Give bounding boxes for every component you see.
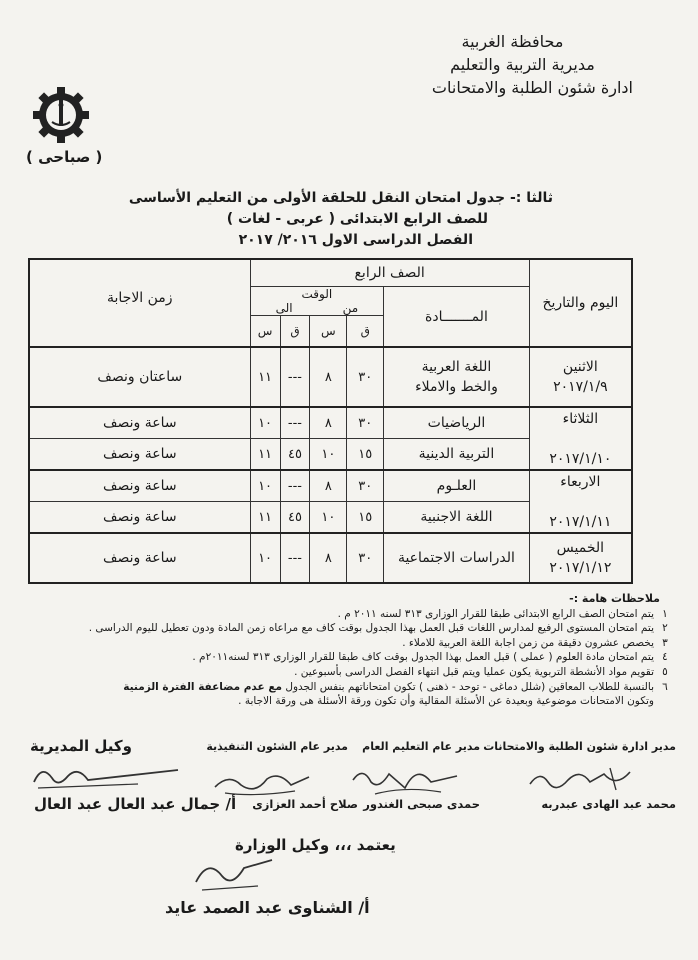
to-hour: ١١ — [250, 347, 280, 407]
subject-name: الدراسات الاجتماعية — [384, 533, 530, 583]
note-text: بالنسبة للطلاب المعاقين (شلل دماغى - توحد - ذهنى ) تكون امتحاناتهم بنفس الجدول — [285, 680, 654, 693]
from-minutes: ١٥ — [347, 502, 384, 534]
note-text-bold: مع عدم مضاعفة الفترة الزمنية — [123, 680, 282, 693]
signature-students-manager — [520, 760, 640, 796]
header-block — [431, 30, 633, 99]
signatory-name: حمدى صبحى الغندور — [363, 797, 480, 811]
note-number: ٣ — [662, 636, 668, 649]
day-date: ٢٠١٧/١/٩ — [553, 379, 608, 395]
directorate-label: مديرية التربية والتعليم — [450, 55, 595, 74]
exam-schedule-table — [28, 258, 633, 584]
note-text: يتم امتحان المستوى الرفيع لمدارس اللغات قبل العمل بهذا الجدول بوقت كاف مع مراعاه زمن المادة ودون تعطيل لليوم الدراسى . — [88, 622, 654, 635]
to-minutes: ٤٥ — [280, 502, 310, 534]
from-hour: ١٠ — [310, 439, 347, 471]
duration: ساعة ونصف — [29, 439, 250, 471]
undersecretary-name: أ/ الشناوى عبد الصمد عايد — [165, 898, 370, 917]
term-subtitle: الفصل الدراسى الاول ٢٠١٦/ ٢٠١٧ — [238, 232, 473, 248]
subject-cell — [384, 347, 530, 407]
signatory-name: صلاح أحمد العزازى — [252, 797, 358, 811]
table-row — [29, 470, 632, 502]
header-duration: زمن الاجابة — [29, 259, 250, 347]
day-cell — [529, 407, 632, 470]
day-cell — [529, 533, 632, 583]
from-minutes: ٣٠ — [347, 533, 384, 583]
from-minutes: ٣٠ — [347, 470, 384, 502]
gear-emblem-icon — [32, 86, 90, 144]
from-hour: ٨ — [310, 347, 347, 407]
to-minutes: --- — [280, 347, 310, 407]
subject-name: الرياضيات — [384, 407, 530, 439]
header-time — [250, 287, 384, 316]
approval-label: يعتمد ،،، وكيل الوزارة — [235, 836, 396, 854]
note-item — [16, 665, 676, 680]
notes-heading: ملاحظات هامة :- — [569, 592, 660, 605]
subject-name: اللغة الاجنبية — [384, 502, 530, 534]
signature-deputy — [28, 758, 188, 794]
from-hour: ١٠ — [310, 502, 347, 534]
note-item — [16, 694, 676, 709]
day-name: الثلاثاء — [562, 410, 599, 427]
table-row — [29, 407, 632, 439]
to-hour: ١١ — [250, 439, 280, 471]
from-minutes: ١٥ — [347, 439, 384, 471]
day-cell — [529, 470, 632, 533]
governorate-label: محافظة الغربية — [461, 32, 564, 51]
header-to-s: س — [250, 316, 280, 348]
header-from-s: س — [310, 316, 347, 348]
note-number: ٦ — [662, 680, 668, 693]
from-hour: ٨ — [310, 407, 347, 439]
day-cell — [529, 347, 632, 407]
duration: ساعة ونصف — [29, 407, 250, 439]
note-text: وتكون الامتحانات موضوعية وبعيدة عن الأسئلة المقالية وأن تكون ورقة الأسئلة هى ورقة الاجابة . — [238, 695, 654, 708]
signatory-title: مدير عام التعليم العام — [362, 740, 480, 753]
grade-subtitle: للصف الرابع الابتدائى ( عربى - لغات ) — [226, 211, 488, 227]
note-item — [16, 650, 676, 665]
from-minutes: ٣٠ — [347, 347, 384, 407]
signatory-title: مدير ادارة شئون الطلبة والامتحانات — [483, 740, 676, 753]
title-block — [129, 188, 553, 251]
signatory-name: محمد عبد الهادى عبدربه — [541, 797, 676, 811]
day-date: ٢٠١٧/١/١٢ — [549, 560, 612, 576]
duration: ساعة ونصف — [29, 502, 250, 534]
subject-name-2: والخط والاملاء — [415, 379, 498, 395]
signature-undersecretary — [188, 852, 278, 896]
day-name: الاربعاء — [560, 473, 601, 490]
note-item — [16, 636, 676, 651]
note-number: ٤ — [662, 651, 668, 664]
header-time-label: الوقت — [301, 287, 333, 301]
note-text: يتم امتحان الصف الرابع الابتدائى طبقا للقرار الوزارى ٣١٣ لسنه ٢٠١١ م . — [337, 607, 654, 620]
note-number: ٥ — [662, 665, 668, 678]
note-number: ١ — [662, 607, 668, 620]
to-hour: ١٠ — [250, 407, 280, 439]
note-item — [16, 621, 676, 636]
department-label: ادارة شئون الطلبة والامتحانات — [431, 78, 633, 97]
to-hour: ١١ — [250, 502, 280, 534]
note-text: تقويم مواد الأنشطة التربوية يكون عمليا ويتم قبل انتهاء الفصل الدراسى بأسبوعين . — [294, 665, 654, 678]
from-hour: ٨ — [310, 470, 347, 502]
header-to-q: ق — [280, 316, 310, 348]
to-hour: ١٠ — [250, 470, 280, 502]
to-hour: ١٠ — [250, 533, 280, 583]
header-to: الى — [275, 301, 293, 315]
day-date: ٢٠١٧/١/١١ — [549, 513, 612, 530]
header-from: من — [342, 301, 359, 315]
schedule-title: ثالثا :- جدول امتحان النقل للحلقة الأولى من التعليم الأساسى — [128, 190, 553, 206]
subject-name: التربية الدينية — [384, 439, 530, 471]
note-item — [16, 607, 676, 622]
header-grade: الصف الرابع — [250, 259, 529, 287]
to-minutes: --- — [280, 407, 310, 439]
subject-name: اللغة العربية — [421, 359, 492, 375]
logo-caption: ( صباحى ) — [26, 148, 103, 166]
header-day-date: اليوم والتاريخ — [529, 259, 632, 347]
day-name: الخميس — [556, 540, 605, 556]
from-hour: ٨ — [310, 533, 347, 583]
header-subject: المـــــــادة — [384, 287, 530, 348]
note-item — [16, 680, 676, 695]
signatory-title: مدير عام الشئون التنفيذية — [206, 740, 348, 753]
to-minutes: --- — [280, 470, 310, 502]
duration: ساعة ونصف — [29, 533, 250, 583]
signatory-name: أ/ جمال عبد العال عبد العال — [34, 795, 237, 813]
subject-name: العلـوم — [384, 470, 530, 502]
note-text: يتم امتحان مادة العلوم ( عملى ) قبل العمل بهذا الجدول بوقت كاف طبقا للقرار الوزارى ٣١٣ لسنه٢٠١١م . — [192, 651, 654, 664]
duration: ساعة ونصف — [29, 470, 250, 502]
day-date: ٢٠١٧/١/١٠ — [549, 450, 612, 467]
note-number: ٢ — [662, 622, 668, 635]
table-row — [29, 533, 632, 583]
to-minutes: --- — [280, 533, 310, 583]
signatory-title: وكيل المديرية — [30, 737, 132, 755]
note-text: يخصص عشرون دقيقة من زمن اجابة اللغة العربية للاملاء . — [402, 636, 654, 649]
signature-general-ed-manager — [345, 760, 465, 800]
table-row — [29, 347, 632, 407]
day-name: الاثنين — [562, 359, 598, 375]
to-minutes: ٤٥ — [280, 439, 310, 471]
header-from-q: ق — [347, 316, 384, 348]
signature-exec-manager — [205, 765, 315, 799]
from-minutes: ٣٠ — [347, 407, 384, 439]
notes-section — [16, 592, 676, 709]
duration: ساعتان ونصف — [29, 347, 250, 407]
